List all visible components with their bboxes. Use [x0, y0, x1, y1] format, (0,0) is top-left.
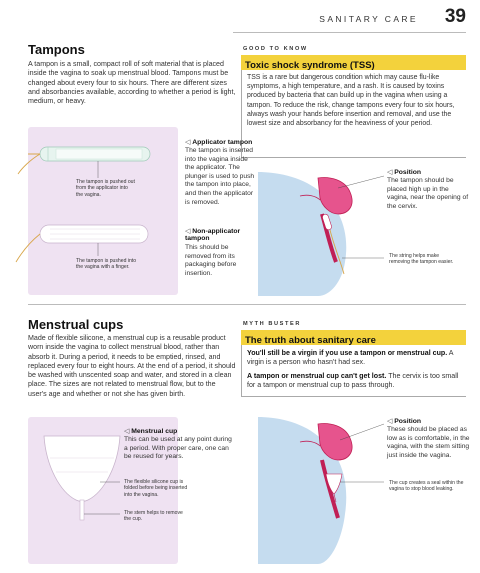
caption-arrow-icon: ◁: [185, 139, 191, 146]
tss-body: TSS is a rare but dangerous condition which may cause flu-like symptoms, a high temperature, and a rash. It is caused by toxins produced by bacteria that can build up in the vagina when using a tampon. To reduce the risk, change tampons every four to six hours, always wash your hands before insertion and removal, and use the lowest size and absorbancy for the heaviness of your period.: [247, 74, 455, 128]
caption-arrow-icon: ◁: [124, 428, 130, 435]
tampons-body: A tampon is a small, compact roll of soft material that is placed inside the vagina to soak up menstrual blood. Tampons must be changed about every four to six hours. There are different sizes and absorbancies available, according to whether a period is light, medium, or heavy.: [28, 60, 236, 106]
caption-arrow-icon: ◁: [387, 169, 393, 176]
tampons-heading: Tampons: [28, 42, 85, 57]
tss-title: Toxic shock syndrome (TSS): [245, 60, 375, 71]
myth-buster-title: The truth about sanitary care: [245, 335, 376, 346]
applicator-illus-label: The tampon is pushed out from the applicator into the vagina.: [76, 179, 135, 198]
caption-arrow-icon: ◁: [185, 228, 191, 235]
menstrual-cups-heading: Menstrual cups: [28, 317, 124, 332]
cup-position-body: These should be placed as low as is comfortable, in the vagina, with the stem sitting just inside the vagina.: [387, 426, 470, 459]
tampon-position-title: ◁ Position: [387, 169, 422, 176]
page-number: 39: [444, 6, 466, 27]
myth-2-body: The cervix is too small for a tampon or menstrual cup to pass through.: [247, 372, 459, 390]
myth-1-lead: You'll still be a virgin if you use a tampon or menstrual cup.: [247, 349, 448, 357]
running-header: SANITARY CARE: [319, 14, 418, 24]
tampon-position-body: The tampon should be placed high up in the vagina, near the opening of the cervix.: [387, 177, 469, 210]
applicator-tampon-body: The tampon is inserted into the vagina inside the applicator. The plunger is used to push the tampon into place, and then the applicator is removed.: [185, 147, 255, 206]
stem-label: The stem helps to remove the cup.: [124, 510, 183, 523]
caption-arrow-icon: ◁: [387, 418, 393, 425]
seal-label: The cup creates a seal within the vagina to stop blood leaking.: [389, 480, 464, 493]
cup-position-title: ◁ Position: [387, 418, 422, 425]
menstrual-cup-title: ◁ Menstrual cup: [124, 428, 178, 435]
non-applicator-tampon-body: This should be removed from its packaging before insertion.: [185, 244, 237, 277]
good-to-know-tag: GOOD TO KNOW: [243, 46, 308, 52]
myth-buster-tag: MYTH BUSTER: [243, 321, 301, 327]
string-label: The string helps make removing the tampon easier.: [389, 253, 454, 266]
fold-label: The flexible silicone cup is folded before being inserted into the vagina.: [124, 479, 188, 498]
myth-1-body: A virgin is a person who hasn't had sex.: [247, 349, 454, 367]
applicator-tampon-title: ◁ Applicator tampon: [185, 139, 253, 146]
menstrual-cups-body: Made of flexible silicone, a menstrual cup is a reusable product worn inside the vagina to collect menstrual blood, rather than absorb it. During a period, it needs to be emptied, rinsed, and replaced every four to eight hours. At the end of a period, it should be washed with unscented soap and water, and stored in a clean place. The sizes are not related to menstrual flow, but to the user's age and whether or not she has given birth.: [28, 334, 236, 398]
non-applicator-illus-label: The tampon is pushed into the vagina with a finger.: [76, 258, 137, 271]
myth-2-lead: A tampon or menstrual cup can't get lost.: [247, 372, 387, 380]
menstrual-cup-body: This can be used at any point during a period. With proper care, one can be reused for years.: [124, 436, 232, 461]
non-applicator-tampon-title: ◁ Non-applicator tampon: [185, 228, 241, 242]
